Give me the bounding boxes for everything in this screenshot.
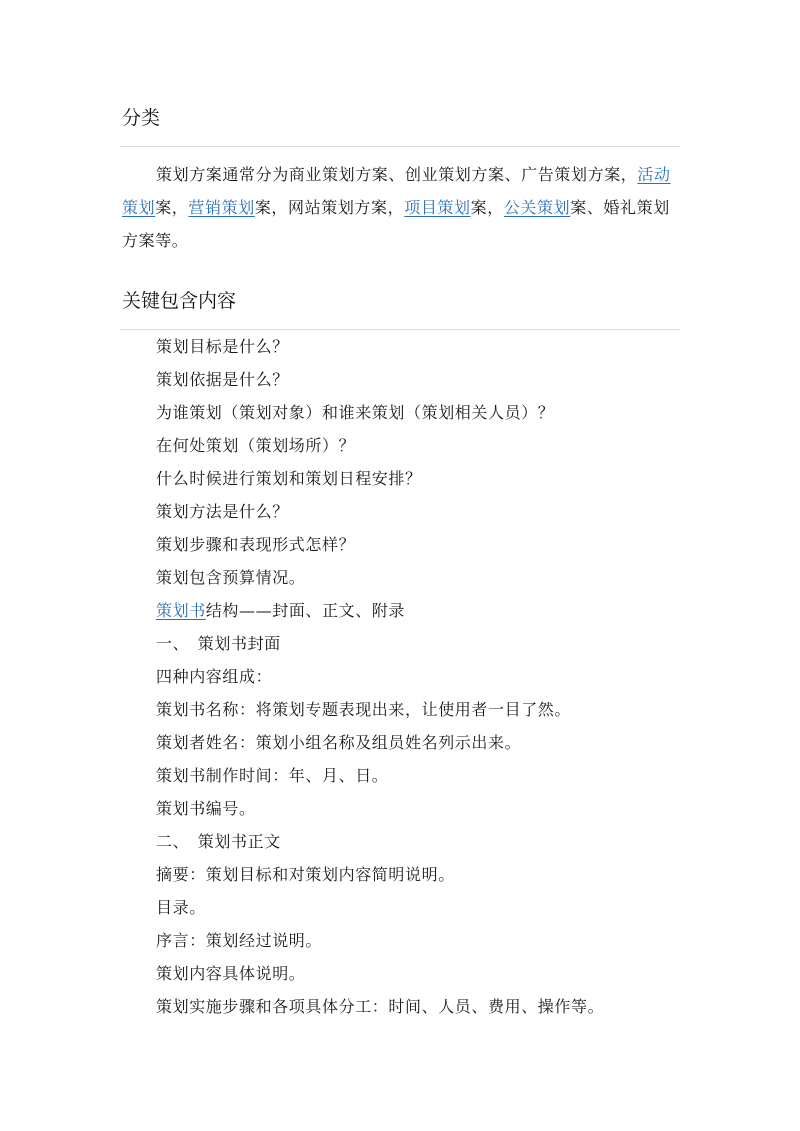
content-line: 策划者姓名：策划小组名称及组员姓名列示出来。: [156, 733, 522, 752]
paragraph-text: 案、婚礼策划方案等。: [122, 198, 670, 250]
content-line: 一、 策划书封面: [156, 634, 281, 653]
heading-divider: [120, 146, 680, 147]
content-line: 二、 策划书正文: [156, 832, 281, 851]
link-activity-planning[interactable]: 活动策划: [122, 165, 671, 217]
content-line: 在何处策划（策划场所）？: [156, 436, 356, 455]
paragraph-text: 案，网站策划方案，: [254, 198, 405, 217]
link-pr-planning[interactable]: 公关策划: [503, 198, 571, 217]
heading-divider: [120, 329, 680, 330]
content-line: 序言：策划经过说明。: [156, 931, 323, 950]
content-line: 策划包含预算情况。: [156, 568, 306, 587]
link-planning-document[interactable]: 策划书: [156, 601, 206, 620]
content-line: 策划步骤和表现形式怎样？: [156, 535, 356, 554]
content-line: 策划书制作时间：年、月、日。: [156, 766, 389, 785]
structure-text: 结构——封面、正文、附录: [205, 601, 406, 620]
content-line: 策划书编号。: [156, 799, 256, 818]
paragraph-text: 策划方案通常分为商业策划方案、创业策划方案、广告策划方案，: [156, 165, 638, 184]
paragraph-text: 案，: [470, 198, 504, 217]
content-line: 策划书名称：将策划专题表现出来，让使用者一目了然。: [156, 700, 572, 719]
content-line: 什么时候进行策划和策划日程安排？: [156, 469, 422, 488]
link-project-planning[interactable]: 项目策划: [404, 198, 471, 217]
paragraph-text: 案，: [155, 198, 189, 217]
content-line: 四种内容组成：: [156, 667, 273, 686]
content-line: 策划依据是什么？: [156, 370, 289, 389]
content-line: 策划实施步骤和各项具体分工：时间、人员、费用、操作等。: [156, 997, 605, 1016]
content-line: 摘要：策划目标和对策划内容简明说明。: [156, 865, 455, 884]
section-heading-key-contents: 关键包含内容: [122, 290, 237, 312]
classification-paragraph: [122, 158, 682, 257]
link-marketing-planning[interactable]: 营销策划: [188, 198, 255, 217]
section-heading-classification: 分类: [122, 107, 161, 129]
content-line: 目录。: [156, 898, 206, 917]
content-line: 策划内容具体说明。: [156, 964, 306, 983]
content-line: 策划目标是什么？: [156, 337, 289, 356]
content-line: 为谁策划（策划对象）和谁来策划（策划相关人员）？: [156, 403, 555, 422]
content-line: 策划方法是什么？: [156, 502, 289, 521]
structure-line: [156, 600, 405, 622]
